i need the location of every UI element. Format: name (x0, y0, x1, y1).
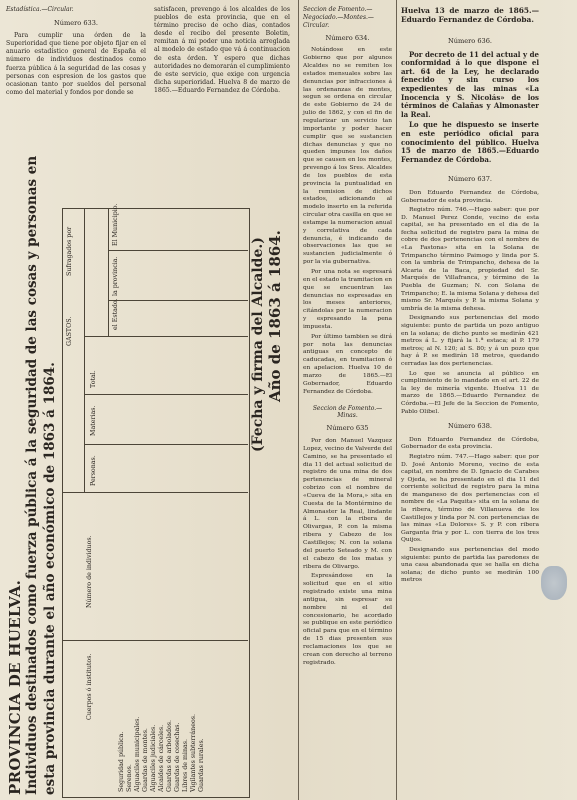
notice-paragraph: Don Eduardo Fernandez de Córdoba, Gobernador de esta provincia. (401, 435, 539, 451)
cuerpo-item: Alguaciles judiciales. (150, 724, 157, 792)
notice-paragraph: Por decreto de 11 del actual y de conformidad á lo que dispone el art. 64 de la Ley, he declarado fenecido y sin curso los expedientes de las minas «La Inocencia y S. Nicolás» de los términos de Calañas y Almonaster la Real. (401, 49, 539, 119)
grid-divider (108, 250, 248, 251)
column-header-numero: Número de individuos. (86, 535, 93, 608)
form-signature-line: (Fecha y firma del Alcalde.) (250, 237, 266, 452)
cuerpo-item: Guardas de cosechas. (174, 722, 181, 792)
column-header-personas: Personas. (90, 455, 97, 486)
column-header-total: Total. (90, 370, 97, 388)
circular-633-column (6, 6, 146, 99)
section-header: Seccion de Fomento.—Minas. (312, 404, 383, 420)
notice-paragraph: Designando sus pertenencias del modo siguiente: punto de partida las paredones de una casa abandonada que se halla en dicha solana; de dicho punto se medirán 100 metros (401, 546, 539, 584)
cuerpo-item: Guardas de arbolados. (166, 719, 173, 792)
grid-divider (108, 300, 248, 301)
grid-divider (62, 492, 248, 493)
column-header-municipio: El Municipio. (112, 203, 119, 246)
grid-divider (84, 444, 248, 445)
notice-paragraph: Lo que he dispuesto se inserte en este periódico oficial para conocimiento del público. Huelva 15 de marzo de 1865.—Eduardo Fernandez de Córdoba. (401, 120, 539, 164)
cuerpo-item: Serenos. (126, 764, 133, 792)
notice-number: Número 633. (53, 19, 99, 28)
form-province-title: PROVINCIA DE HUELVA. (6, 579, 24, 795)
notice-paragraph: Por último tambien se dirá por nota las denuncias antiguas en concepto de caducadas, en tramitacion ó en apelacion. Huelva 10 de marzo de 1865.—El Gobernador, Eduardo Fernandez de Córdoba. (303, 333, 392, 395)
notices-636-638-column (401, 6, 539, 586)
cuerpo-item: Alcaides de cárceles. (158, 724, 165, 792)
notice-body: Para cumplir una órden de la Superioridad que tiene por objeto fijar en el anuario estadístico general de España el número de individuos destinados como fuerza pública á la seguridad de las cosas y personas con espresion de los gastos que ocasionan tanto por sueldos del personal como del material y fondos por donde se (6, 32, 146, 96)
column-header-sufragados: Sufragados por (66, 226, 73, 276)
notice-paragraph: Registro núm. 746.—Hago saber: que por D. Manuel Perez Conde, vecino de esta capital, se ha presentado en el dia de la fecha solicitud de registro para la mina de cobre de dos pertenencias con el nombre de «La Fastona» sita en la Solana de Trimpancho término Paimogo y linda por S. con la umbría de Trimpancho, dehesa de la Alcaria de la Baca, propiedad del Sr. Marqués de Villafranca, y término de la Puebla de Guzman; N. con Solana de Trimpancho; E. la misma Solana y dehesa del mismo Sr. Marqués y P. la misma Solana y umbría de la misma dehesa. (401, 206, 539, 312)
cuerpo-item: Alguaciles municipales. (134, 716, 141, 792)
notice-paragraph: Don Eduardo Fernandez de Córdoba, Gobernador de esta provincia. (401, 188, 539, 204)
notice-body-continued: satisfacen, prevengo á los alcaldes de los pueblos de esta provincia, que en el término preciso de ocho dias, contados desde el recibo del presente Boletin, remitan á mi poder una noticia arreglada al modelo de estado que vá á continuacion de esta órden. Y espero que dichas autoridades no demorarán el cumplimiento de este servicio, que exige con urgencia dicha superioridad. Huelva 8 de marzo de 1865.—Eduardo Fernandez de Córdoba. (154, 6, 290, 94)
notice-paragraph: Por una nota se espresará en el estado la tramitacion en que se encuentran las denuncias no espresadas en los meses anteriores, citándolas por la numeracion y espresando la pena impuesta. (303, 269, 392, 330)
column-header-cuerpos: Cuerpos ó institutos. (86, 653, 93, 720)
signature-line: Huelva 13 de marzo de 1865.—Eduardo Fernandez de Córdoba. (401, 6, 539, 24)
column-rule (396, 0, 397, 800)
grid-divider (84, 394, 248, 395)
circular-633-continuation (154, 6, 290, 97)
form-title-line2: esta provincia durante el año económico de 1863 á 1864. (42, 362, 58, 795)
column-header-provincia: la provincia. (112, 256, 119, 296)
notice-paragraph: Espresándose en la solicitud que en el sitio registrado existe una mina antigua, sin espresar su nombre ni el del concesionario, he acordado se publique en este periódico oficial para que en el término de 15 dias presenten sus reclamaciones los que se crean con derecho al terreno registrado. (303, 573, 392, 666)
column-header-materias: Materias. (90, 405, 97, 436)
cuerpo-item: Libres de minas. (182, 739, 189, 792)
notice-number: Número 637. (447, 175, 493, 184)
column-header-gastos: GASTOS. (66, 316, 73, 346)
notice-paragraph: Registro núm. 747.—Hago saber: que por D. José Antonio Moreno, vecino de esta capital, en nombre de D. Ignacio de Carabes y Ojeda, se ha presentado en el dia 11 del corriente solicitud de registro para la mina de manganeso de dos pertenencias con el nombre de «La Paquita» sita en la solana de la ribera, término de Villanueva de los Castillejos y linda por N. con pertenencias de las minas «La Dolores» S. y P. con ribera Garganta fria y por L. con tierra de los tres Quijos. (401, 452, 539, 544)
cuerpo-item: Guardas de montes. (142, 728, 149, 792)
library-seal-icon (541, 566, 567, 600)
column-rule (298, 0, 299, 800)
notice-paragraph: Designando sus pertenencias del modo siguiente: punto de partida un pozo antiguo en la solana; de dicho punto se medirán 421 metros á L. y fijará la 1.ª estaca; al P. 179 metros; al N. 120; al S. 80; y á un pozo que hay á P. se medirán 18 metros, quedando cerradas las dos pertenencias. (401, 314, 539, 367)
cuerpo-item: Guardas rurales. (198, 738, 205, 792)
notice-paragraph: Notándose en este Gobierno que por algunos Alcaldes no se remiten los estados mensuales sobre las denuncias por infracciones á las ordenanzas de montes, segun se ordena en circular de este Gobierno de 24 de julio de 1862, y con el fin de regularizar un servicio tan importante y poder hacer cumplir que se sustancien dichas denuncias y que no queden impunes los daños que se causen en los montes, prevengo á los Sres. Alcaldes de los pueblos de esta provincia la puntualidad en la remision de dichos estados, adicionando al modelo inserto en la referida circular otra casilla en que se estampe la numeracion anual y correlativa de cada denuncia, é indicando de observaciones las que se sustancien judicialmente ó por la via gubernativa. (303, 47, 392, 266)
grid-divider (62, 640, 248, 641)
notice-number: Número 634. (325, 33, 370, 42)
section-header: Estadística.—Circular. (6, 6, 74, 13)
grid-divider (84, 336, 248, 337)
section-header: Seccion de Fomento.—Negociado.—Montes.—Circular. (303, 6, 374, 29)
notice-number: Número 638. (447, 422, 493, 431)
form-year: Año de 1863 á 1864. (266, 230, 284, 402)
notice-paragraph: Por don Manuel Vazquez Lopez, vecino de Valverde del Camino, se ha presentado el dia 11 del actual solicitud de registro de una mina de dos pertenencias de mineral cobrizo con el nombre de «Cueva de la Mora,» sita en Cuesta de la Montérmino de Almonaster la Real, lindante á L. con la ribera de Olivargas, P. con la misma ribera y Cabezo de los Castillejos; N. con la solana del puerto Seteado y M. con el cabezo de los matas y ribera de Olivargo. (303, 438, 392, 570)
notice-number: Número 636. (447, 37, 493, 45)
column-header-estado: el Estado. (112, 298, 119, 330)
grid-divider (108, 208, 109, 336)
cuerpo-item: Vigilantes subterráneos. (190, 714, 197, 792)
cuerpo-item: Seguridad pública. (118, 731, 125, 792)
notices-634-635-column (303, 6, 392, 670)
notice-number: Número 635 (326, 424, 369, 433)
form-title-line1: Individuos destinados como fuerza pública á la seguridad de las cosas y personas en (24, 155, 40, 795)
notice-paragraph: Lo que se anuncia al público en cumplimiento de lo mandado en el art. 22 de la ley de minería vigente. Huelva 11 de marzo de 1865.—Eduardo Fernandez de Córdoba.—El Jefe de la Seccion de Fomento, Pablo Olibel. (401, 369, 539, 415)
